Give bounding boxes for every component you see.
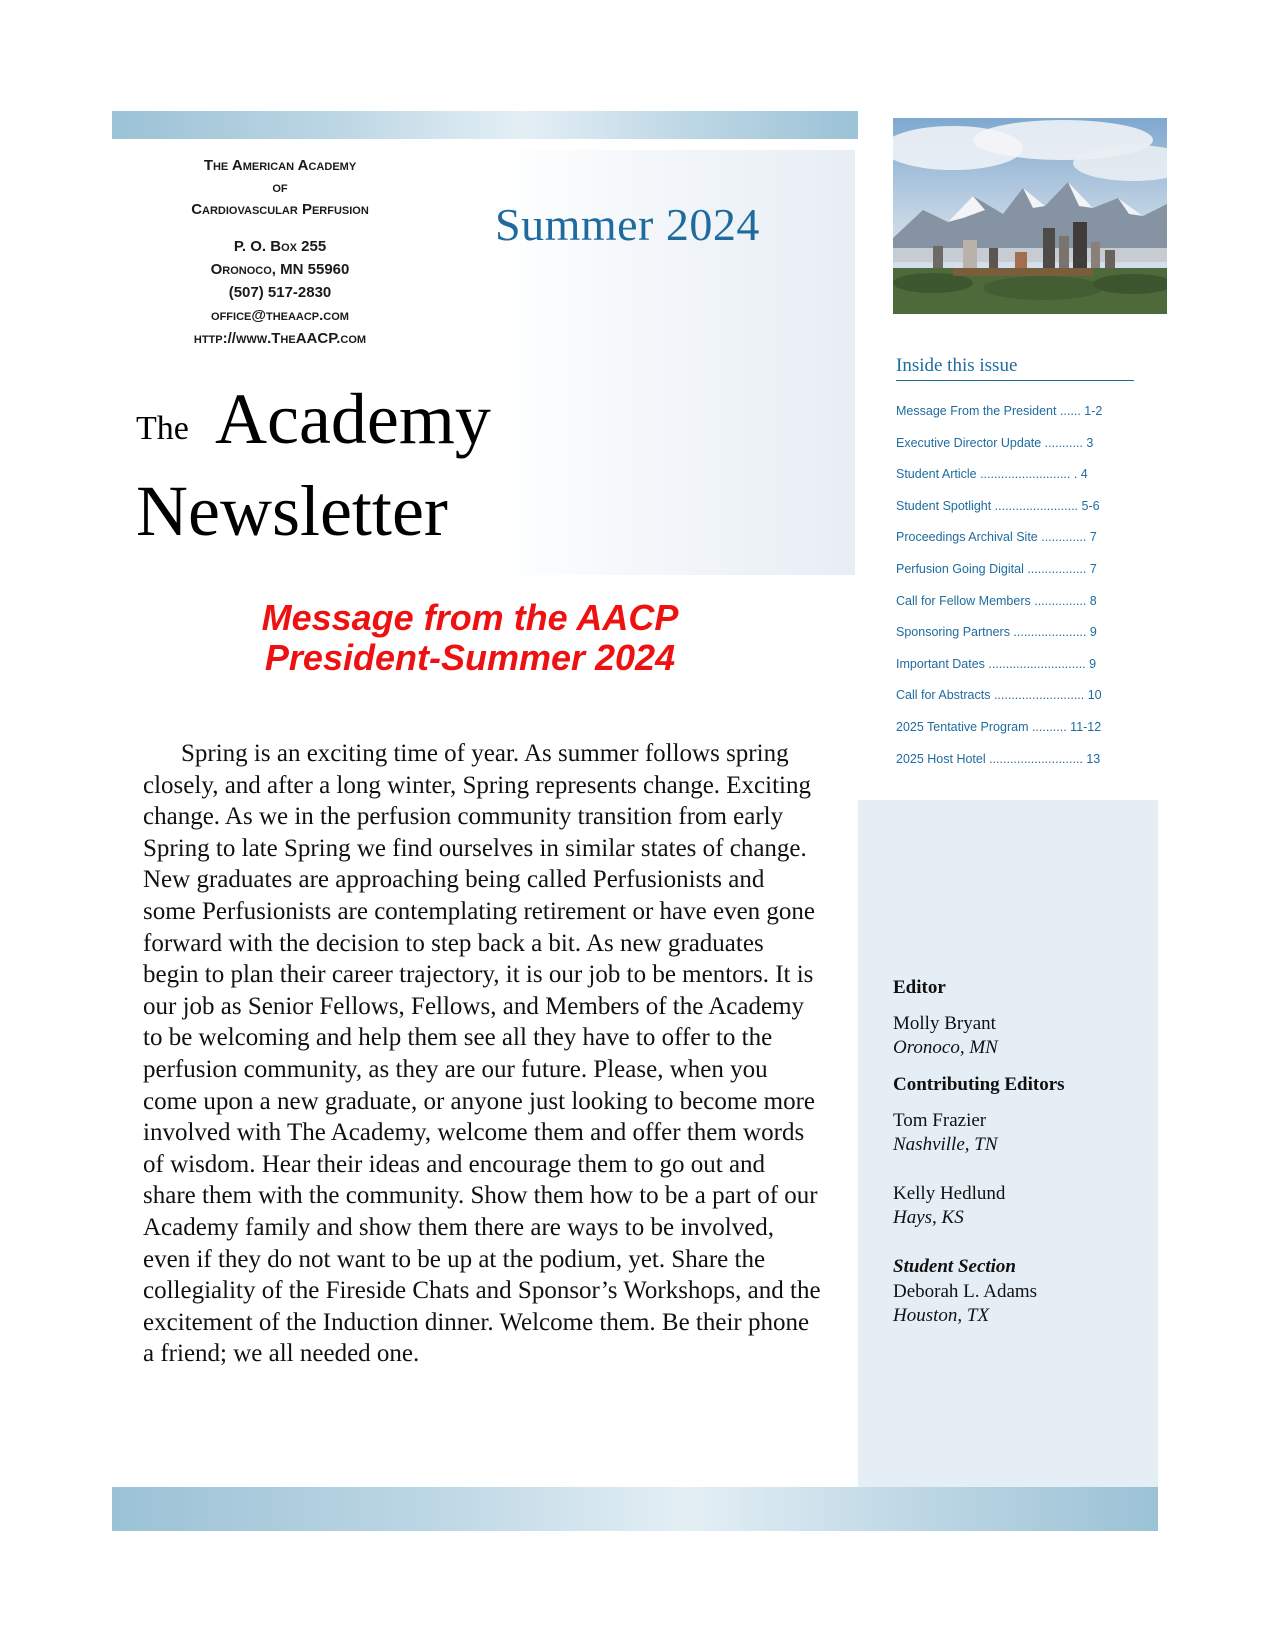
toc-item[interactable]: Important Dates ............................ 9 <box>896 656 1097 671</box>
toc-item[interactable]: Sponsoring Partners ..................... 9 <box>896 625 1097 640</box>
toc-item[interactable]: Student Article .......................... . 4 <box>896 467 1088 482</box>
toc-item[interactable]: Call for Abstracts .......................... 10 <box>896 688 1102 703</box>
contributor-city: Nashville, TN <box>893 1134 998 1155</box>
toc-item[interactable]: 2025 Tentative Program .......... 11-12 <box>896 719 1102 734</box>
org-name-line2: of <box>272 179 288 196</box>
toc-title: Inside this issue <box>896 355 1134 381</box>
city-state-zip: Oronoco, MN 55960 <box>210 261 350 278</box>
newsletter-title-newsletter: Newsletter <box>136 471 448 551</box>
headline-line2: President-Summer 2024 <box>264 637 676 678</box>
toc-item[interactable]: Executive Director Update ........... 3 <box>896 435 1094 450</box>
phone-number: (507) 517-2830 <box>228 284 332 301</box>
toc-item[interactable]: 2025 Host Hotel ........................... 13 <box>896 751 1101 766</box>
org-name-line1: The American Academy <box>203 157 357 174</box>
editor-city: Oronoco, MN <box>893 1037 998 1058</box>
website-link[interactable]: http://www.TheAACP.com <box>193 330 367 347</box>
student-editor-city: Houston, TX <box>893 1305 990 1326</box>
organization-address-block <box>150 155 410 350</box>
toc-item[interactable]: Perfusion Going Digital ................. 7 <box>896 561 1097 576</box>
issue-season: Summer 2024 <box>495 199 760 250</box>
newsletter-title-the: The <box>136 410 189 447</box>
toc-item[interactable]: Message From the President ...... 1-2 <box>896 404 1103 418</box>
top-decorative-bar <box>112 111 858 139</box>
toc-item[interactable]: Student Spotlight ........................ 5-6 <box>896 498 1100 513</box>
editor-heading: Editor <box>893 977 946 998</box>
contributor-city: Hays, KS <box>893 1207 964 1228</box>
toc-item[interactable]: Proceedings Archival Site ............. 7 <box>896 530 1097 545</box>
city-skyline-photo <box>893 118 1167 314</box>
editor-name: Molly Bryant <box>893 1013 996 1034</box>
contributor-name: Kelly Hedlund <box>893 1183 1006 1204</box>
table-of-contents <box>896 401 1136 780</box>
email-link[interactable]: office@theaacp.com <box>211 307 349 324</box>
article-body <box>143 738 823 1370</box>
bottom-decorative-bar <box>112 1487 1158 1531</box>
toc-item[interactable]: Call for Fellow Members ............... 8 <box>896 593 1097 608</box>
contributor-name: Tom Frazier <box>893 1110 987 1131</box>
student-section-heading: Student Section <box>893 1256 1016 1277</box>
contributing-editors-heading: Contributing Editors <box>893 1074 1065 1095</box>
po-box: P. O. Box 255 <box>233 238 327 255</box>
org-name-line3: Cardiovascular Perfusion <box>191 201 369 218</box>
article-body-text: Spring is an exciting time of year. As summer follows spring closely, and after a long winter, Spring represents change. Exciting change. As we in the perfusion community transition from early Spring to late Spring we find ourselves in similar states of change. New graduates are approaching being called Perfusionists and some Perfusionists are contemplating retirement or have even gone forward with the decision to step back a bit. As new graduates begin to plan their career trajectory, it is our job to be mentors. It is our job as Senior Fellows, Fellows, and Members of the Academy to be welcoming and help them see all they have to offer to the perfusion community, as they are our future. Please, when you come upon a new graduate, or anyone just looking to become more involved with The Academy, welcome them and offer them words of wisdom. Hear their ideas and encourage them to go out and share them with the community. Show them how to be a part of our Academy family and show them there are ways to be involved, even if they do not want to be up at the podium, yet. Share the collegiality of the Fireside Chats and Sponsor’s Workshops, and the excitement of the Induction dinner. Welcome them. Be their phone a friend; we all needed one. <box>143 740 821 1368</box>
student-editor-name: Deborah L. Adams <box>893 1281 1038 1302</box>
article-headline <box>160 598 780 678</box>
newsletter-title-academy: Academy <box>215 379 491 459</box>
headline-line1: Message from the AACP <box>261 597 679 638</box>
